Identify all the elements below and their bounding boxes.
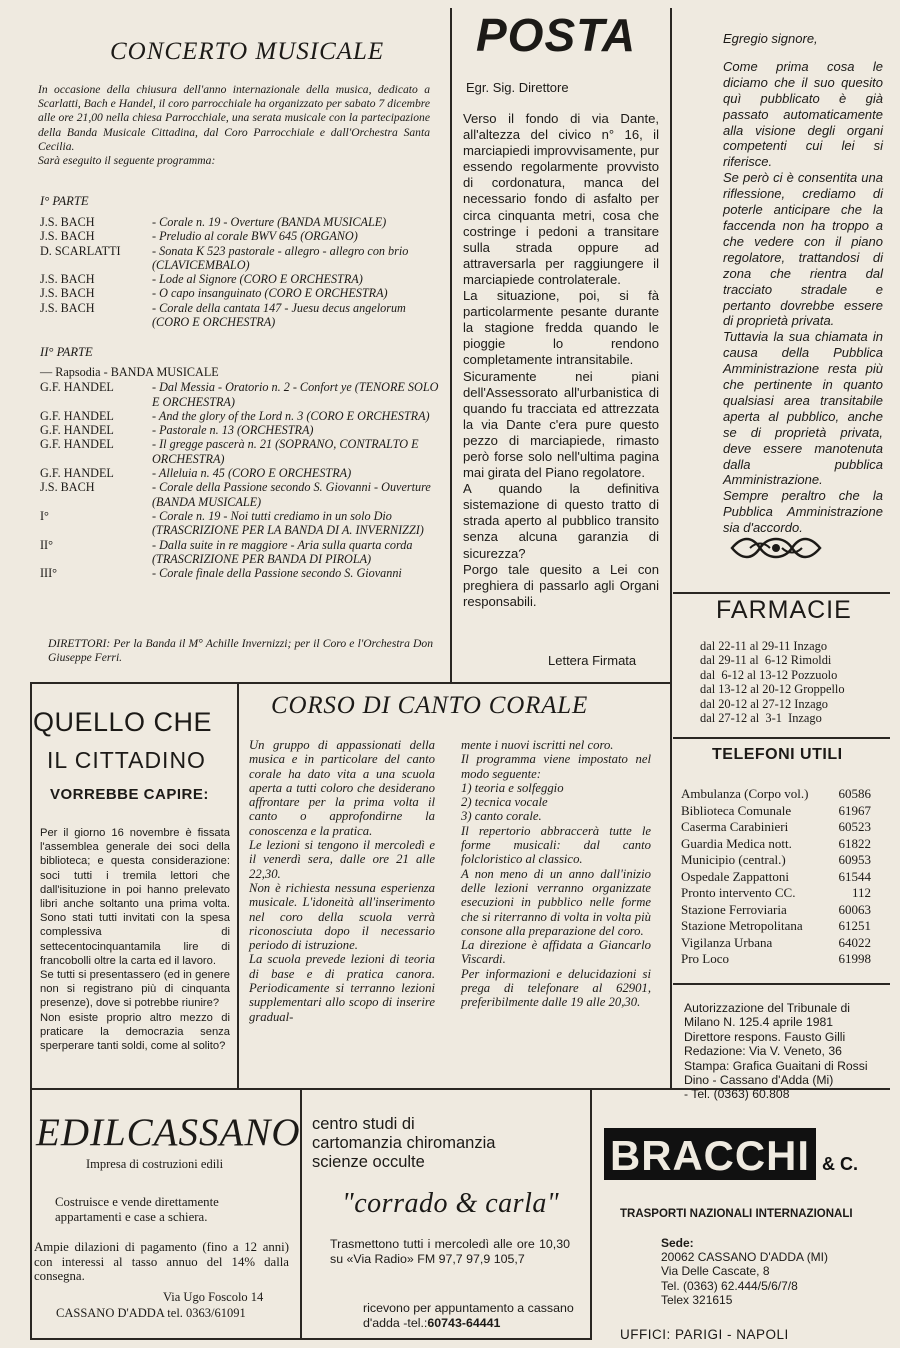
- reply-paragraph: Tuttavia la sua chiamata in causa della Pubblica Amministrazione resta più che pertinente in quanto qualsiasi area transitabile aperta al pubblico, anche se di proprietà privata, deve essere manotenuta dalla pubblica Amministrazione.: [723, 329, 883, 488]
- centro-studi-appointment: ricevono per appuntamento a cassano d'adda -tel.:60743-64441: [363, 1301, 574, 1330]
- telefono-row: Guardia Medica nott. 61822: [681, 835, 871, 851]
- corso-paragraph: La direzione è affidata a Giancarlo Viscardi.: [461, 938, 651, 967]
- telefono-row: Biblioteca Comunale 61967: [681, 802, 871, 818]
- autorizzazione: Autorizzazione del Tribunale di Milano N. 125.4 aprile 1981 Direttore respons. Fausto Gilli Redazione: Via V. Veneto, 36 Stampa: Grafica Guaitani di Rossi Dino - Cassano d'Adda (Mi) - Tel. (0363) 60.808: [684, 1001, 868, 1102]
- ornament-icon: [730, 534, 822, 562]
- program-row: J.S. BACH - Corale n. 19 - Overture (BANDA MUSICALE): [40, 215, 387, 229]
- farmacie-title: FARMACIE: [716, 596, 852, 624]
- reply-paragraph: Se però ci è consentita una riflessione, crediamo di poterle anticipare che la faccenda non ha troppo a che vedere con il piano regolatore, trattandosi di zona che rientra dal tracciato stradale e pertanto dovrebbe essere di proprietà privata.: [723, 170, 883, 329]
- farmacia-row: dal 13-12 al 20-12 Groppello: [700, 682, 845, 697]
- part2-list: [40, 365, 440, 580]
- bracchi-address: 20062 CASSANO D'ADDA (MI) Via Delle Cascate, 8 Tel. (0363) 62.444/5/6/7/8 Telex 321615: [661, 1250, 829, 1307]
- farmacia-row: dal 22-11 al 29-11 Inzago: [700, 639, 828, 653]
- corso-column-1: [249, 738, 435, 1024]
- corso-paragraph: Per informazioni e delucidazioni si prega di telefonare al 62901, preferibilmente dalle 19 alle 20,30.: [461, 966, 651, 1010]
- concerto-intro-programma: Sarà eseguito il seguente programma:: [38, 154, 216, 168]
- corso-paragraph: Il repertorio abbraccerà tutte le forme musicali: dal canto folcloristico al classico.: [461, 823, 651, 867]
- centro-studi-head: centro studi di cartomanzia chiromanzia scienze occulte: [312, 1115, 496, 1171]
- posta-paragraph: Verso il fondo di via Dante, all'altezza del civico n° 16, il marciapiedi improvvisamente, pur essendo regolarmente provvisto di cordonatura, manca del necessario fondo di asfalto per circa cinquanta metri, cosa che costringe i pedoni a transitare sulla strada oppure ad attraversarla per raggiungere il marciapiede controlaterale.: [463, 111, 659, 287]
- bracchi-logo-suffix: & C.: [822, 1154, 858, 1174]
- corso-paragraph: Le lezioni si tengono il mercoledì e il venerdì sera, dalle ore 21 alle 22,30.: [249, 838, 435, 881]
- posta-title: POSTA: [476, 9, 637, 61]
- quello-title-3: VORREBBE CAPIRE:: [50, 786, 209, 803]
- edilcassano-city: CASSANO D'ADDA tel. 0363/61091: [56, 1306, 246, 1320]
- quello-title-2: IL CITTADINO: [47, 747, 206, 773]
- farmacia-row: dal 29-11 al 6-12 Rimoldi: [700, 653, 832, 668]
- bracchi-logo: [604, 1128, 860, 1180]
- posta-paragraph: La situazione, poi, si fà particolarmente pesante durante la stagione fredda quando le pioggie lo rendono completamente intransitabile.: [463, 288, 659, 368]
- centro-studi-name: "corrado & carla": [342, 1188, 560, 1219]
- telefono-row: Municipio (central.) 60953: [681, 852, 871, 867]
- farmacie-list: [700, 639, 845, 725]
- posta-salutation: Egr. Sig. Direttore: [466, 80, 569, 95]
- posta-letter: [463, 111, 659, 610]
- divider: [673, 592, 890, 594]
- program-row: G.F. HANDEL - And the glory of the Lord n. 3 (CORO E ORCHESTRA): [40, 408, 430, 423]
- program-row: G.F. HANDEL - Dal Messia - Oratorio n. 2 - Confort ye (TENORE SOLO E ORCHESTRA): [40, 380, 439, 409]
- quello-paragraph: Per il giorno 16 novembre è fissata l'assemblea generale dei soci della biblioteca; e questa considerazione: soci tutti i tremila lettori che dall'isituzione in poi hanno prelevato libri anche soltanto una prima volta. Sono stati tutti invitati con la spesa complessiva di settecentocinquantamila lire di francobolli oltre la carta ed il lavoro.: [40, 827, 230, 967]
- edilcassano-text: Ampie dilazioni di pagamento (fino a 12 anni) con interessi al tasso annuo del 14% dalla consegna.: [34, 1240, 289, 1284]
- farmacia-row: dal 6-12 al 13-12 Pozzuolo: [700, 667, 838, 682]
- part2-title: II° PARTE: [40, 345, 93, 359]
- telefono-row: Stazione Ferroviaria 60063: [681, 901, 871, 917]
- program-row: J.S. BACH - Lode al Signore (CORO E ORCHESTRA): [40, 272, 363, 287]
- program-row: G.F. HANDEL - Alleluia n. 45 (CORO E ORCHESTRA): [40, 466, 352, 481]
- program-row: J.S. BACH - O capo insanguinato (CORO E ORCHESTRA): [40, 286, 388, 301]
- divider: [30, 682, 670, 684]
- concerto-direttori: DIRETTORI: Per la Banda il M° Achille Invernizzi; per il Coro e l'Orchestra Don Giuseppe Ferri.: [48, 637, 433, 665]
- program-row: I° - Corale n. 19 - Noi tutti crediamo in un solo Dio (TRASCRIZIONE PER LA BANDA DI A. INVERNIZZI): [40, 508, 424, 538]
- divider: [30, 1088, 32, 1340]
- corso-list-item: 3) canto corale.: [461, 809, 542, 824]
- telefono-row: Pronto intervento CC. 112: [681, 885, 871, 900]
- edilcassano-name: EDILCASSANO: [36, 1111, 301, 1154]
- corso-paragraph: Il programma viene impostato nel modo seguente:: [461, 752, 651, 781]
- bracchi-uffici: UFFICI: PARIGI - NAPOLI: [620, 1327, 789, 1342]
- program-row: J.S. BACH - Corale della cantata 147 - Juesu decus angelorum (CORO E ORCHESTRA): [40, 300, 406, 330]
- telefono-row: Caserma Carabinieri 60523: [681, 819, 871, 834]
- concerto-title: CONCERTO MUSICALE: [110, 38, 385, 65]
- part1-list: [40, 215, 440, 329]
- divider: [590, 1088, 592, 1340]
- edilcassano-text: Costruisce e vende direttamente appartamenti e case a schiera.: [55, 1195, 219, 1224]
- posta-paragraph: A quando la definitiva sistemazione di questo tratto di strada aperto al pubblico transito senza alcuna garanzia di sicurezza?: [463, 481, 659, 561]
- reply-paragraph: Come prima cosa le diciamo che il suo quesito quì pubblicato è già passato automaticamente alla visione degli organi competenti cui lei si riferisce.: [723, 58, 883, 170]
- bracchi-logo-text: BRACCHI: [610, 1132, 810, 1179]
- centro-studi-tel: 60743-64441: [427, 1315, 501, 1330]
- corso-list-item: 1) teoria e solfeggio: [461, 780, 564, 795]
- posta-paragraph: Sicuramente nei piani dell'Assessorato all'urbanistica di quando fu tracciata ed attrezzata la via Dante c'era pure questo pezzo di marciapiede, rimasto però forse solo nell'ultima pagina mai girata del Piano regolatore.: [463, 368, 659, 481]
- divider: [670, 8, 672, 1090]
- concerto-intro: [38, 83, 430, 168]
- posta-signature: Lettera Firmata: [548, 653, 637, 668]
- divider: [673, 737, 890, 739]
- quello-body: [40, 826, 230, 1053]
- corso-list-item: 2) tecnica vocale: [461, 795, 548, 810]
- divider: [673, 983, 890, 985]
- bracchi-tagline: TRASPORTI NAZIONALI INTERNAZIONALI: [620, 1208, 853, 1220]
- program-row: III° - Corale finale della Passione secondo S. Giovanni: [40, 566, 402, 581]
- program-row: II° - Dalla suite in re maggiore - Aria sulla quarta corda (TRASCRIZIONE PER BANDA DI PIROLA): [40, 537, 413, 566]
- program-row: J.S. BACH - Preludio al corale BWV 645 (ORGANO): [40, 229, 358, 244]
- telefono-row: Vigilanza Urbana 64022: [681, 934, 871, 950]
- quello-title-1: QUELLO CHE: [33, 707, 213, 737]
- corso-paragraph: Non è richiesta nessuna esperienza musicale. L'idoneità all'inserimento nel coro della scuola verrà riconosciuta dopo il necessario periodo di istruzione.: [249, 880, 435, 953]
- program-row: G.F. HANDEL - Il gregge pascerà n. 21 (SOPRANO, CONTRALTO E ORCHESTRA): [40, 437, 419, 466]
- telefono-row: Stazione Metropolitana 61251: [681, 918, 871, 933]
- farmacia-row: dal 20-12 al 27-12 Inzago: [700, 696, 828, 711]
- corso-paragraph: A non meno di un anno dall'inizio delle lezioni verranno organizzate esecuzioni in pubblico nelle forme che si riterranno di volta in volta più consone alla preparazione del coro.: [461, 866, 651, 938]
- posta-reply: [723, 31, 883, 536]
- telefono-row: Ospedale Zappattoni 61544: [681, 868, 871, 884]
- divider: [30, 1338, 590, 1340]
- edilcassano-subtitle: Impresa di costruzioni edili: [86, 1157, 224, 1171]
- quello-paragraph: Non esiste proprio altro mezzo di praticare la democrazia senza sperperare tanti soldi, come al solito?: [40, 1011, 230, 1053]
- posta-paragraph: Porgo tale quesito a Lei con preghiera di passarlo agli Organi responsabili.: [463, 561, 659, 609]
- telefoni-title: TELEFONI UTILI: [712, 746, 843, 763]
- concerto-intro-text: In occasione della chiusura dell'anno internazionale della musica, dedicato a Scarlatti, Bach e Handel, il coro parrocchiale ha organizzato per sabato 7 dicembre alle ore 21,00 nella chiesa Parrocchiale, una serata musicale con la partecipazione della Banda Musicale Cittadina, dal Coro Parrocchiale e dall'Orchestra Santa Cecilia.: [38, 83, 430, 153]
- bracchi-sede-label: Sede:: [661, 1236, 694, 1250]
- farmacia-row: dal 27-12 al 3-1 Inzago: [700, 711, 822, 726]
- centro-studi-body: Trasmettono tutti i mercoledì alle ore 10,30 su «Via Radio» FM 97,7 97,9 105,7: [330, 1237, 570, 1266]
- reply-paragraph: Egregio signore,: [723, 31, 818, 46]
- edilcassano-address: Via Ugo Foscolo 14: [163, 1290, 264, 1304]
- corso-paragraph: mente i nuovi iscritti nel coro.: [461, 738, 614, 752]
- part1-title: I° PARTE: [40, 194, 89, 208]
- corso-title: CORSO DI CANTO CORALE: [271, 692, 589, 719]
- telefono-row: Ambulanza (Corpo vol.) 60586: [681, 786, 871, 801]
- divider: [30, 682, 32, 1090]
- corso-paragraph: La scuola prevede lezioni di teoria di base e di pratica canora. Periodicamente si terranno lezioni supplementari allo scopo di inserire gradual-: [249, 952, 435, 1024]
- program-row: D. SCARLATTI - Sonata K 523 pastorale - allegro - allegro con brio (CLAVICEMBALO): [40, 243, 409, 272]
- quello-paragraph: Se tutti si presentassero (ed in genere non si registrano più di cinquanta presenze), dove si potrebbe riunire?: [40, 969, 230, 1010]
- telefono-row: Pro Loco 61998: [681, 951, 871, 966]
- part2-intro: — Rapsodia - BANDA MUSICALE: [40, 365, 219, 379]
- corso-column-2: [461, 738, 651, 1010]
- program-row: J.S. BACH - Corale della Passione secondo S. Giovanni - Ouverture (BANDA MUSICALE): [40, 480, 431, 509]
- divider: [450, 8, 452, 682]
- telefoni-list: [681, 786, 871, 968]
- reply-paragraph: Sempre peraltro che la Pubblica Amministrazione sia d'accordo.: [723, 488, 883, 536]
- corso-paragraph: Un gruppo di appassionati della musica e in particolare del canto corale ha dato vita a una scuola aperta a tutti coloro che desiderano affrontare per la prima volta il canto o approfondirne la conoscenza e la pratica.: [249, 738, 435, 838]
- program-row: G.F. HANDEL - Pastorale n. 13 (ORCHESTRA): [40, 423, 314, 438]
- divider: [237, 682, 239, 1090]
